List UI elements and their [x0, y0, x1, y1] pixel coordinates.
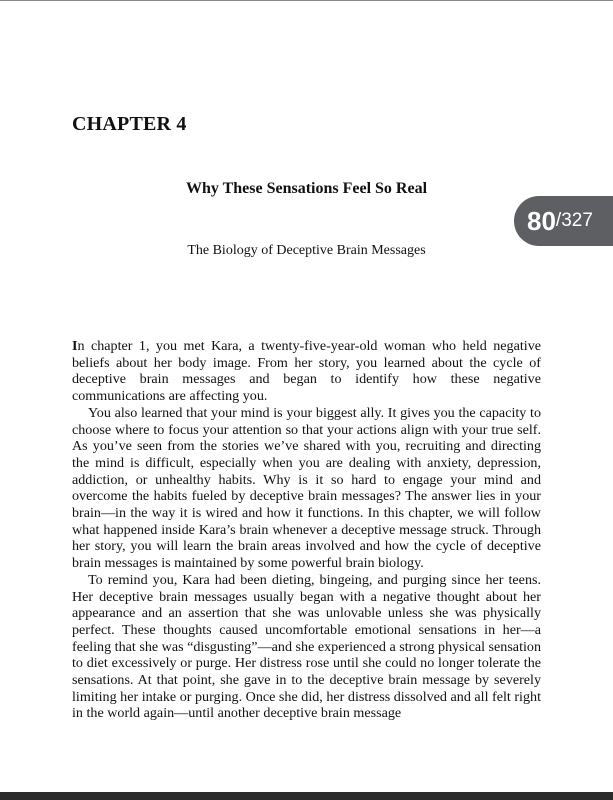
current-page: 80 [527, 205, 556, 236]
chapter-subtitle: The Biology of Deceptive Brain Messages [187, 243, 426, 258]
top-rule [0, 0, 613, 1]
bottom-bar [0, 792, 613, 800]
paragraph-2: You also learned that your mind is your biggest ally. It gives you the capacity to choose where to focus your attention so that your actions align with your true self. As you’ve seen from the stories we’ve shared with you, recruiting and directing the mind is difficult, especially when you are dealing with anxiety, depression, addiction, or unhealthy habits. Why is it so hard to engage your mind and overcome the habits fueled by deceptive brain messages? The answer lies in your brain—in the way it is wired and how it functions. In this chapter, we will follow what happened inside Kara’s brain whenever a deceptive message struck. Through her story, you will learn the brain areas involved and how the cycle of deceptive brain messages is maintained by some powerful brain biology. [72, 404, 541, 572]
total-pages: 327 [561, 210, 593, 231]
paragraph-1 [72, 338, 541, 405]
paragraph-3: To remind you, Kara had been dieting, bingeing, and purging since her teens. Her deceptive brain messages usually began with a negative thought about her appearance and an assertion that she was unlovable unless she was physically perfect. These thoughts caused uncomfortable emotional sensations in her—a feeling that she was “disgusting”—and she experienced a strong physical sensation to diet excessively or purge. Her distress rose until she could no longer tolerate the sensations. At that point, she gave in to the deceptive brain message by severely limiting her intake or purging. Once she did, her distress dissolved and all felt right in the world again—until another deceptive brain message [72, 571, 541, 722]
drop-cap: I [72, 338, 78, 354]
body-text [72, 338, 541, 722]
chapter-heading: CHAPTER 4 [72, 113, 187, 135]
page-separator: / [555, 210, 562, 231]
paragraph-1-text: n chapter 1, you met Kara, a twenty-five-year-old woman who held negative beliefs about her body image. From her story, you learned about the cycle of deceptive brain messages and began to identify how these negative communications are affecting you. [72, 338, 541, 405]
page-indicator[interactable] [514, 196, 613, 246]
chapter-title: Why These Sensations Feel So Real [185, 180, 428, 197]
